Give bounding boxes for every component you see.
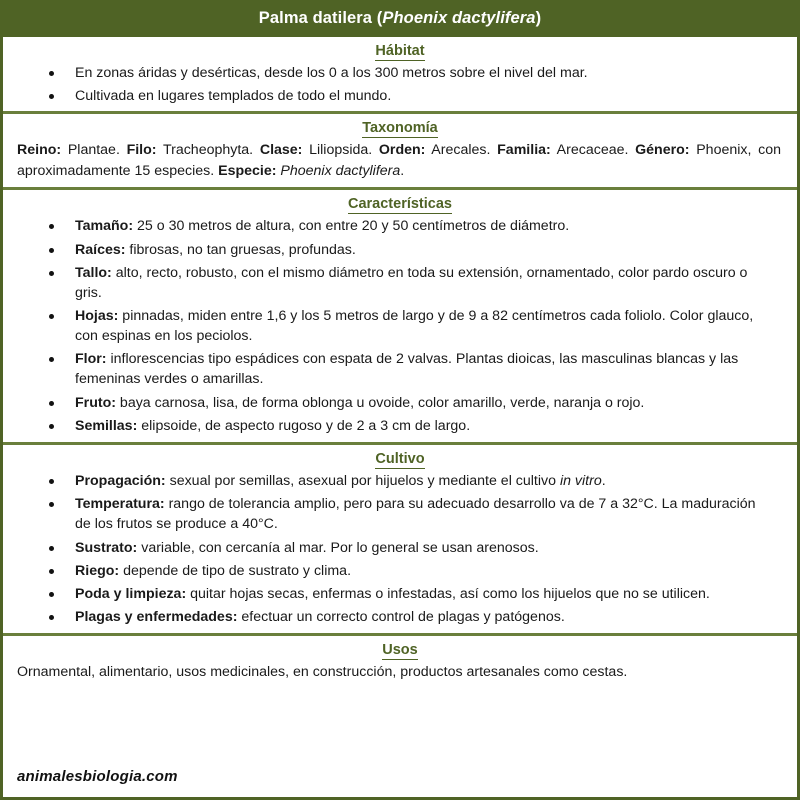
item-text: inflorescencias tipo espádices con espata de 2 valvas. Plantas dioicas, las masculinas blancas y las femeninas verdes o amarillas. <box>75 351 739 388</box>
section-title-habitat <box>3 42 797 60</box>
list-item <box>3 584 783 604</box>
caracteristicas-list <box>3 216 797 436</box>
item-label: Sustrato: <box>75 539 138 556</box>
section-title-caracteristicas-text: Características <box>348 196 452 213</box>
taxonomy-rank-value: Phoenix, con aproximadamente 15 especies. <box>17 142 781 179</box>
taxonomy-species-value: Phoenix dactylifera <box>276 162 401 179</box>
item-text-tail: . <box>601 473 606 490</box>
section-title-caracteristicas <box>3 195 797 213</box>
taxonomy-rank-label: Orden: <box>378 142 426 159</box>
list-item <box>3 393 783 413</box>
species-scientific-name: Phoenix dactylifera <box>382 9 536 27</box>
list-item <box>3 538 783 558</box>
item-text-italic: in vitro <box>559 473 602 490</box>
section-habitat <box>3 37 797 114</box>
title-close-paren: ) <box>535 9 542 27</box>
species-common-name: Palma datilera ( <box>258 9 383 27</box>
taxonomy-rank-value: Liliopsida. <box>302 142 379 159</box>
item-label: Plagas y enfermedades: <box>75 609 238 625</box>
item-text: sexual por semillas, asexual por hijuelos y mediante el cultivo <box>165 473 560 490</box>
list-item <box>3 86 783 106</box>
item-label: Semillas: <box>75 417 138 434</box>
habitat-list <box>3 63 797 106</box>
taxonomy-rank-value: Tracheophyta. <box>156 142 260 159</box>
list-item <box>3 263 783 303</box>
item-text: alto, recto, robusto, con el mismo diámetro en toda su extensión, ornamentado, color pardo oscuro o gris. <box>75 264 748 301</box>
section-title-taxonomia <box>3 119 797 137</box>
taxonomy-rank-value: Arecaceae. <box>550 142 636 159</box>
item-text: fibrosas, no tan gruesas, profundas. <box>125 241 356 258</box>
item-label: Poda y limpieza: <box>75 585 187 602</box>
item-label: Flor: <box>75 351 107 368</box>
list-item <box>3 306 783 346</box>
section-cultivo <box>3 445 797 636</box>
list-item <box>3 216 783 236</box>
card-footer <box>3 688 797 797</box>
list-item <box>3 561 783 581</box>
item-text: 25 o 30 metros de altura, con entre 20 y 50 centímetros de diámetro. <box>133 218 570 235</box>
item-label: Riego: <box>75 562 120 579</box>
item-label: Hojas: <box>75 308 119 324</box>
taxonomy-rank-label: Familia: <box>497 142 551 159</box>
section-title-taxonomia-text: Taxonomía <box>362 119 438 136</box>
item-label: Tamaño: <box>75 218 134 235</box>
taxonomy-rank-label: Filo: <box>126 142 157 159</box>
item-label: Tallo: <box>75 264 112 281</box>
item-label: Raíces: <box>75 241 126 258</box>
list-item <box>3 607 783 627</box>
list-item <box>3 494 783 534</box>
item-text: elipsoide, de aspecto rugoso y de 2 a 3 cm de largo. <box>137 417 471 434</box>
item-label: Temperatura: <box>75 496 165 513</box>
usos-paragraph: Ornamental, alimentario, usos medicinales, en construcción, productos artesanales como cestas. <box>17 664 628 681</box>
item-text: efectuar un correcto control de plagas y patógenos. <box>237 609 565 625</box>
habitat-item-text: En zonas áridas y desérticas, desde los 0 a los 300 metros sobre el nivel del mar. <box>75 64 588 81</box>
taxonomy-paragraph <box>3 140 797 183</box>
section-taxonomia <box>3 114 797 190</box>
section-usos <box>3 636 797 688</box>
habitat-item-text: Cultivada en lugares templados de todo el mundo. <box>75 87 392 104</box>
item-text: quitar hojas secas, enfermas o infestadas, así como los hijuelos que no se utilicen. <box>186 585 710 602</box>
section-title-usos-text: Usos <box>382 642 418 659</box>
section-caracteristicas <box>3 190 797 445</box>
taxonomy-rank-value: Arecales. <box>425 142 498 159</box>
section-title-habitat-text: Hábitat <box>375 42 425 59</box>
section-title-cultivo <box>3 450 797 468</box>
site-credit: animalesbiologia.com <box>17 768 178 785</box>
item-label: Propagación: <box>75 473 166 490</box>
item-text: variable, con cercanía al mar. Por lo general se usan arenosos. <box>137 539 539 556</box>
list-item <box>3 471 783 491</box>
section-title-usos <box>3 641 797 659</box>
item-text: rango de tolerancia amplio, pero para su adecuado desarrollo va de 7 a 32°C. La maduración de los frutos se produce a 40°C. <box>75 496 756 533</box>
cultivo-list <box>3 471 797 627</box>
item-text: pinnadas, miden entre 1,6 y los 5 metros de largo y de 9 a 82 centímetros cada foliolo. Color glauco, con espinas en los peciolos. <box>75 308 754 345</box>
item-label: Fruto: <box>75 394 116 411</box>
taxonomy-rank-label: Reino: <box>17 142 62 159</box>
taxonomy-rank-label: Género: <box>635 142 690 159</box>
taxonomy-value-tail: . <box>400 162 405 179</box>
list-item <box>3 63 783 83</box>
taxonomy-rank-value: Plantae. <box>61 142 127 159</box>
taxonomy-rank-label: Clase: <box>259 142 303 159</box>
taxonomy-rank-label: Especie: <box>218 162 277 179</box>
item-text: depende de tipo de sustrato y clima. <box>119 562 352 579</box>
section-title-cultivo-text: Cultivo <box>375 450 425 467</box>
item-text: baya carnosa, lisa, de forma oblonga u ovoide, color amarillo, verde, naranja o rojo. <box>115 394 645 411</box>
list-item <box>3 349 783 389</box>
list-item <box>3 416 783 436</box>
list-item <box>3 240 783 260</box>
card-title-bar <box>3 3 797 37</box>
